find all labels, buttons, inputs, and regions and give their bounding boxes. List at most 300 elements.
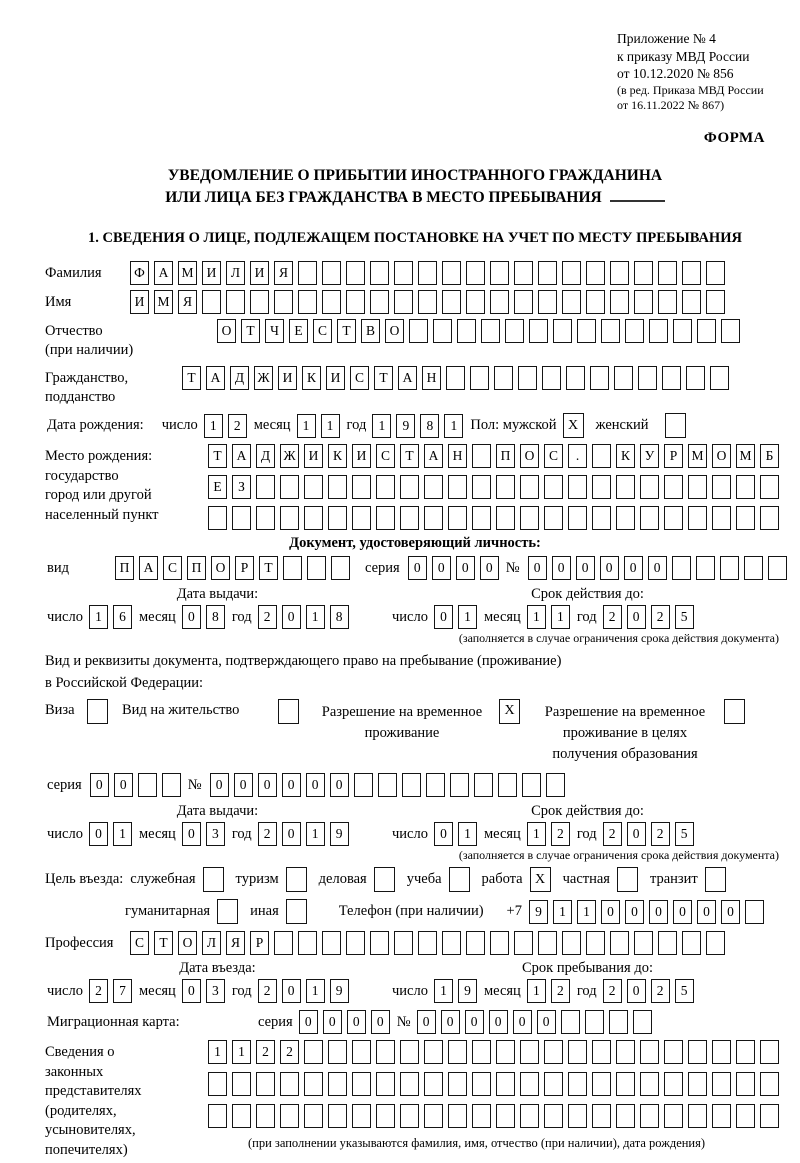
char-cell[interactable]: 0: [282, 773, 301, 797]
char-cell[interactable]: [418, 261, 437, 285]
char-cell[interactable]: 1: [297, 414, 316, 438]
char-cell[interactable]: 0: [282, 822, 301, 846]
char-cell[interactable]: Т: [259, 556, 278, 580]
char-cell[interactable]: [736, 1104, 755, 1128]
char-cell[interactable]: И: [250, 261, 269, 285]
char-cell[interactable]: [610, 931, 629, 955]
sex-female-checkbox[interactable]: [665, 413, 686, 438]
char-cell[interactable]: 0: [89, 822, 108, 846]
char-cell[interactable]: [664, 506, 683, 530]
char-cell[interactable]: [322, 290, 341, 314]
char-cell[interactable]: Т: [337, 319, 356, 343]
char-cell[interactable]: 2: [258, 822, 277, 846]
char-cell[interactable]: [710, 366, 729, 390]
char-cell[interactable]: [354, 773, 373, 797]
char-cell[interactable]: С: [376, 444, 395, 468]
char-cell[interactable]: [658, 290, 677, 314]
char-cell[interactable]: [586, 931, 605, 955]
char-cell[interactable]: [448, 1104, 467, 1128]
char-cell[interactable]: [304, 1040, 323, 1064]
char-cell[interactable]: 5: [675, 979, 694, 1003]
char-cell[interactable]: [352, 506, 371, 530]
char-cell[interactable]: [546, 773, 565, 797]
char-cell[interactable]: [544, 1104, 563, 1128]
char-cell[interactable]: [640, 1104, 659, 1128]
char-cell[interactable]: [520, 1072, 539, 1096]
char-cell[interactable]: [490, 290, 509, 314]
char-cell[interactable]: О: [520, 444, 539, 468]
char-cell[interactable]: 9: [458, 979, 477, 1003]
char-cell[interactable]: [592, 1072, 611, 1096]
char-cell[interactable]: [601, 319, 620, 343]
char-cell[interactable]: [664, 475, 683, 499]
char-cell[interactable]: [664, 1072, 683, 1096]
char-cell[interactable]: 2: [258, 605, 277, 629]
char-cell[interactable]: 0: [697, 900, 716, 924]
char-cell[interactable]: [538, 290, 557, 314]
char-cell[interactable]: [586, 290, 605, 314]
char-cell[interactable]: [736, 475, 755, 499]
char-cell[interactable]: [442, 261, 461, 285]
char-cell[interactable]: Р: [250, 931, 269, 955]
char-cell[interactable]: [586, 261, 605, 285]
char-cell[interactable]: И: [130, 290, 149, 314]
char-cell[interactable]: А: [154, 261, 173, 285]
char-cell[interactable]: [745, 900, 764, 924]
char-cell[interactable]: [424, 506, 443, 530]
char-cell[interactable]: [328, 1104, 347, 1128]
char-cell[interactable]: [522, 773, 541, 797]
char-cell[interactable]: 2: [651, 605, 670, 629]
char-cell[interactable]: [568, 1104, 587, 1128]
char-cell[interactable]: [634, 261, 653, 285]
char-cell[interactable]: Т: [400, 444, 419, 468]
char-cell[interactable]: [472, 1104, 491, 1128]
char-cell[interactable]: 0: [299, 1010, 318, 1034]
char-cell[interactable]: [466, 290, 485, 314]
char-cell[interactable]: [470, 366, 489, 390]
purpose-private-checkbox[interactable]: [617, 867, 638, 892]
char-cell[interactable]: [736, 1040, 755, 1064]
char-cell[interactable]: 2: [651, 979, 670, 1003]
char-cell[interactable]: 2: [228, 414, 247, 438]
char-cell[interactable]: [592, 506, 611, 530]
sex-male-checkbox[interactable]: X: [563, 413, 584, 438]
char-cell[interactable]: 0: [234, 773, 253, 797]
char-cell[interactable]: [304, 506, 323, 530]
char-cell[interactable]: [609, 1010, 628, 1034]
char-cell[interactable]: [592, 1040, 611, 1064]
char-cell[interactable]: И: [326, 366, 345, 390]
char-cell[interactable]: [616, 1040, 635, 1064]
char-cell[interactable]: [682, 261, 701, 285]
char-cell[interactable]: [633, 1010, 652, 1034]
char-cell[interactable]: 1: [551, 605, 570, 629]
char-cell[interactable]: [298, 290, 317, 314]
char-cell[interactable]: [328, 475, 347, 499]
char-cell[interactable]: 0: [417, 1010, 436, 1034]
char-cell[interactable]: [442, 290, 461, 314]
char-cell[interactable]: 0: [627, 822, 646, 846]
char-cell[interactable]: [274, 290, 293, 314]
char-cell[interactable]: 0: [347, 1010, 366, 1034]
char-cell[interactable]: [352, 1072, 371, 1096]
char-cell[interactable]: [760, 1040, 779, 1064]
char-cell[interactable]: [322, 261, 341, 285]
char-cell[interactable]: 0: [537, 1010, 556, 1034]
char-cell[interactable]: [424, 1040, 443, 1064]
char-cell[interactable]: [400, 1040, 419, 1064]
char-cell[interactable]: 1: [306, 822, 325, 846]
char-cell[interactable]: [590, 366, 609, 390]
char-cell[interactable]: [760, 1104, 779, 1128]
char-cell[interactable]: [394, 261, 413, 285]
char-cell[interactable]: [496, 1040, 515, 1064]
char-cell[interactable]: [592, 444, 611, 468]
char-cell[interactable]: 1: [527, 822, 546, 846]
char-cell[interactable]: 0: [513, 1010, 532, 1034]
char-cell[interactable]: [562, 261, 581, 285]
char-cell[interactable]: И: [278, 366, 297, 390]
char-cell[interactable]: [400, 475, 419, 499]
char-cell[interactable]: [448, 1040, 467, 1064]
char-cell[interactable]: [544, 1040, 563, 1064]
char-cell[interactable]: 1: [306, 605, 325, 629]
char-cell[interactable]: [352, 1104, 371, 1128]
char-cell[interactable]: Ж: [254, 366, 273, 390]
char-cell[interactable]: [706, 261, 725, 285]
char-cell[interactable]: [162, 773, 181, 797]
char-cell[interactable]: [280, 1104, 299, 1128]
char-cell[interactable]: А: [398, 366, 417, 390]
char-cell[interactable]: [298, 261, 317, 285]
char-cell[interactable]: 0: [625, 900, 644, 924]
char-cell[interactable]: [640, 1072, 659, 1096]
char-cell[interactable]: 0: [627, 605, 646, 629]
char-cell[interactable]: С: [163, 556, 182, 580]
char-cell[interactable]: [496, 475, 515, 499]
char-cell[interactable]: 0: [371, 1010, 390, 1034]
char-cell[interactable]: 0: [182, 605, 201, 629]
char-cell[interactable]: [232, 506, 251, 530]
char-cell[interactable]: 0: [600, 556, 619, 580]
char-cell[interactable]: [307, 556, 326, 580]
char-cell[interactable]: Я: [178, 290, 197, 314]
char-cell[interactable]: 0: [434, 605, 453, 629]
char-cell[interactable]: [328, 1040, 347, 1064]
char-cell[interactable]: 9: [330, 822, 349, 846]
char-cell[interactable]: 0: [323, 1010, 342, 1034]
char-cell[interactable]: [376, 506, 395, 530]
purpose-humanitarian-checkbox[interactable]: [217, 899, 238, 924]
char-cell[interactable]: Т: [374, 366, 393, 390]
char-cell[interactable]: Д: [256, 444, 275, 468]
char-cell[interactable]: [424, 475, 443, 499]
char-cell[interactable]: [544, 1072, 563, 1096]
char-cell[interactable]: [544, 475, 563, 499]
char-cell[interactable]: [673, 319, 692, 343]
char-cell[interactable]: [634, 290, 653, 314]
char-cell[interactable]: [208, 1072, 227, 1096]
char-cell[interactable]: [568, 506, 587, 530]
char-cell[interactable]: 0: [489, 1010, 508, 1034]
char-cell[interactable]: З: [232, 475, 251, 499]
char-cell[interactable]: [760, 506, 779, 530]
char-cell[interactable]: [256, 1104, 275, 1128]
char-cell[interactable]: 2: [603, 979, 622, 1003]
char-cell[interactable]: 1: [89, 605, 108, 629]
char-cell[interactable]: [625, 319, 644, 343]
char-cell[interactable]: [520, 1104, 539, 1128]
char-cell[interactable]: 9: [330, 979, 349, 1003]
char-cell[interactable]: [448, 475, 467, 499]
char-cell[interactable]: 1: [434, 979, 453, 1003]
char-cell[interactable]: 0: [408, 556, 427, 580]
char-cell[interactable]: 1: [527, 605, 546, 629]
char-cell[interactable]: [457, 319, 476, 343]
char-cell[interactable]: 0: [432, 556, 451, 580]
char-cell[interactable]: [304, 1104, 323, 1128]
char-cell[interactable]: [658, 931, 677, 955]
char-cell[interactable]: [736, 1072, 755, 1096]
char-cell[interactable]: [376, 1104, 395, 1128]
char-cell[interactable]: [529, 319, 548, 343]
char-cell[interactable]: А: [206, 366, 225, 390]
char-cell[interactable]: Р: [664, 444, 683, 468]
char-cell[interactable]: [472, 1072, 491, 1096]
char-cell[interactable]: [760, 475, 779, 499]
char-cell[interactable]: [616, 1104, 635, 1128]
char-cell[interactable]: [688, 1040, 707, 1064]
char-cell[interactable]: 0: [210, 773, 229, 797]
purpose-other-checkbox[interactable]: [286, 899, 307, 924]
char-cell[interactable]: [280, 1072, 299, 1096]
purpose-tourism-checkbox[interactable]: [286, 867, 307, 892]
char-cell[interactable]: [592, 475, 611, 499]
char-cell[interactable]: 1: [458, 822, 477, 846]
char-cell[interactable]: [490, 931, 509, 955]
char-cell[interactable]: [514, 931, 533, 955]
char-cell[interactable]: 9: [396, 414, 415, 438]
char-cell[interactable]: 0: [434, 822, 453, 846]
char-cell[interactable]: Р: [235, 556, 254, 580]
char-cell[interactable]: [514, 290, 533, 314]
char-cell[interactable]: 2: [89, 979, 108, 1003]
char-cell[interactable]: [370, 931, 389, 955]
char-cell[interactable]: [226, 290, 245, 314]
char-cell[interactable]: 1: [577, 900, 596, 924]
char-cell[interactable]: 0: [282, 979, 301, 1003]
char-cell[interactable]: 0: [114, 773, 133, 797]
char-cell[interactable]: А: [232, 444, 251, 468]
char-cell[interactable]: [352, 1040, 371, 1064]
char-cell[interactable]: О: [217, 319, 236, 343]
char-cell[interactable]: 0: [624, 556, 643, 580]
char-cell[interactable]: [682, 290, 701, 314]
char-cell[interactable]: [496, 506, 515, 530]
purpose-business-checkbox[interactable]: [374, 867, 395, 892]
char-cell[interactable]: [496, 1104, 515, 1128]
char-cell[interactable]: [768, 556, 787, 580]
char-cell[interactable]: [577, 319, 596, 343]
char-cell[interactable]: Т: [182, 366, 201, 390]
char-cell[interactable]: 1: [553, 900, 572, 924]
char-cell[interactable]: [520, 1040, 539, 1064]
char-cell[interactable]: [256, 475, 275, 499]
char-cell[interactable]: [542, 366, 561, 390]
char-cell[interactable]: [400, 1072, 419, 1096]
char-cell[interactable]: 8: [330, 605, 349, 629]
char-cell[interactable]: [706, 931, 725, 955]
char-cell[interactable]: 0: [182, 979, 201, 1003]
char-cell[interactable]: М: [154, 290, 173, 314]
char-cell[interactable]: [520, 475, 539, 499]
char-cell[interactable]: [256, 1072, 275, 1096]
char-cell[interactable]: [400, 1104, 419, 1128]
char-cell[interactable]: [304, 475, 323, 499]
char-cell[interactable]: [400, 506, 419, 530]
char-cell[interactable]: [472, 1040, 491, 1064]
char-cell[interactable]: [394, 290, 413, 314]
char-cell[interactable]: [614, 366, 633, 390]
char-cell[interactable]: 0: [480, 556, 499, 580]
char-cell[interactable]: [474, 773, 493, 797]
char-cell[interactable]: 7: [113, 979, 132, 1003]
char-cell[interactable]: [568, 1040, 587, 1064]
purpose-work-checkbox[interactable]: X: [530, 867, 551, 892]
char-cell[interactable]: 1: [444, 414, 463, 438]
char-cell[interactable]: [672, 556, 691, 580]
char-cell[interactable]: Я: [274, 261, 293, 285]
char-cell[interactable]: Е: [208, 475, 227, 499]
char-cell[interactable]: 1: [372, 414, 391, 438]
char-cell[interactable]: 2: [603, 605, 622, 629]
char-cell[interactable]: [472, 475, 491, 499]
char-cell[interactable]: [232, 1104, 251, 1128]
char-cell[interactable]: Л: [202, 931, 221, 955]
char-cell[interactable]: [664, 1104, 683, 1128]
char-cell[interactable]: [442, 931, 461, 955]
char-cell[interactable]: [688, 1072, 707, 1096]
char-cell[interactable]: [494, 366, 513, 390]
char-cell[interactable]: [424, 1072, 443, 1096]
char-cell[interactable]: [138, 773, 157, 797]
char-cell[interactable]: 0: [552, 556, 571, 580]
char-cell[interactable]: 5: [675, 605, 694, 629]
char-cell[interactable]: [736, 506, 755, 530]
char-cell[interactable]: О: [211, 556, 230, 580]
char-cell[interactable]: 3: [206, 822, 225, 846]
char-cell[interactable]: 8: [420, 414, 439, 438]
char-cell[interactable]: В: [361, 319, 380, 343]
char-cell[interactable]: [744, 556, 763, 580]
char-cell[interactable]: [376, 475, 395, 499]
char-cell[interactable]: [232, 1072, 251, 1096]
char-cell[interactable]: [370, 261, 389, 285]
char-cell[interactable]: [298, 931, 317, 955]
char-cell[interactable]: [616, 475, 635, 499]
char-cell[interactable]: [568, 475, 587, 499]
char-cell[interactable]: И: [304, 444, 323, 468]
char-cell[interactable]: 2: [280, 1040, 299, 1064]
char-cell[interactable]: Я: [226, 931, 245, 955]
char-cell[interactable]: 0: [601, 900, 620, 924]
char-cell[interactable]: [280, 506, 299, 530]
char-cell[interactable]: О: [712, 444, 731, 468]
char-cell[interactable]: 9: [529, 900, 548, 924]
char-cell[interactable]: [640, 475, 659, 499]
char-cell[interactable]: [202, 290, 221, 314]
char-cell[interactable]: К: [302, 366, 321, 390]
char-cell[interactable]: [466, 931, 485, 955]
char-cell[interactable]: 8: [206, 605, 225, 629]
char-cell[interactable]: [696, 556, 715, 580]
char-cell[interactable]: А: [424, 444, 443, 468]
char-cell[interactable]: [446, 366, 465, 390]
char-cell[interactable]: 0: [465, 1010, 484, 1034]
char-cell[interactable]: 0: [90, 773, 109, 797]
char-cell[interactable]: [649, 319, 668, 343]
char-cell[interactable]: 1: [306, 979, 325, 1003]
char-cell[interactable]: С: [350, 366, 369, 390]
char-cell[interactable]: О: [385, 319, 404, 343]
char-cell[interactable]: 6: [113, 605, 132, 629]
char-cell[interactable]: [721, 319, 740, 343]
char-cell[interactable]: И: [352, 444, 371, 468]
char-cell[interactable]: [616, 506, 635, 530]
char-cell[interactable]: [424, 1104, 443, 1128]
purpose-study-checkbox[interactable]: [449, 867, 470, 892]
char-cell[interactable]: [490, 261, 509, 285]
char-cell[interactable]: [634, 931, 653, 955]
char-cell[interactable]: 0: [576, 556, 595, 580]
char-cell[interactable]: [466, 261, 485, 285]
char-cell[interactable]: [426, 773, 445, 797]
char-cell[interactable]: [514, 261, 533, 285]
char-cell[interactable]: [322, 931, 341, 955]
char-cell[interactable]: [616, 1072, 635, 1096]
char-cell[interactable]: Т: [241, 319, 260, 343]
char-cell[interactable]: [638, 366, 657, 390]
char-cell[interactable]: И: [202, 261, 221, 285]
char-cell[interactable]: [697, 319, 716, 343]
char-cell[interactable]: 0: [330, 773, 349, 797]
char-cell[interactable]: [585, 1010, 604, 1034]
char-cell[interactable]: [328, 1072, 347, 1096]
char-cell[interactable]: [433, 319, 452, 343]
char-cell[interactable]: 1: [321, 414, 340, 438]
char-cell[interactable]: [346, 931, 365, 955]
char-cell[interactable]: [378, 773, 397, 797]
char-cell[interactable]: 1: [527, 979, 546, 1003]
char-cell[interactable]: 1: [458, 605, 477, 629]
char-cell[interactable]: [562, 290, 581, 314]
char-cell[interactable]: [658, 261, 677, 285]
char-cell[interactable]: М: [736, 444, 755, 468]
char-cell[interactable]: [346, 290, 365, 314]
char-cell[interactable]: 2: [551, 979, 570, 1003]
char-cell[interactable]: [402, 773, 421, 797]
char-cell[interactable]: П: [496, 444, 515, 468]
char-cell[interactable]: [418, 931, 437, 955]
char-cell[interactable]: 2: [551, 822, 570, 846]
char-cell[interactable]: [686, 366, 705, 390]
char-cell[interactable]: 1: [208, 1040, 227, 1064]
char-cell[interactable]: 0: [306, 773, 325, 797]
char-cell[interactable]: [640, 506, 659, 530]
char-cell[interactable]: М: [688, 444, 707, 468]
char-cell[interactable]: [712, 1104, 731, 1128]
